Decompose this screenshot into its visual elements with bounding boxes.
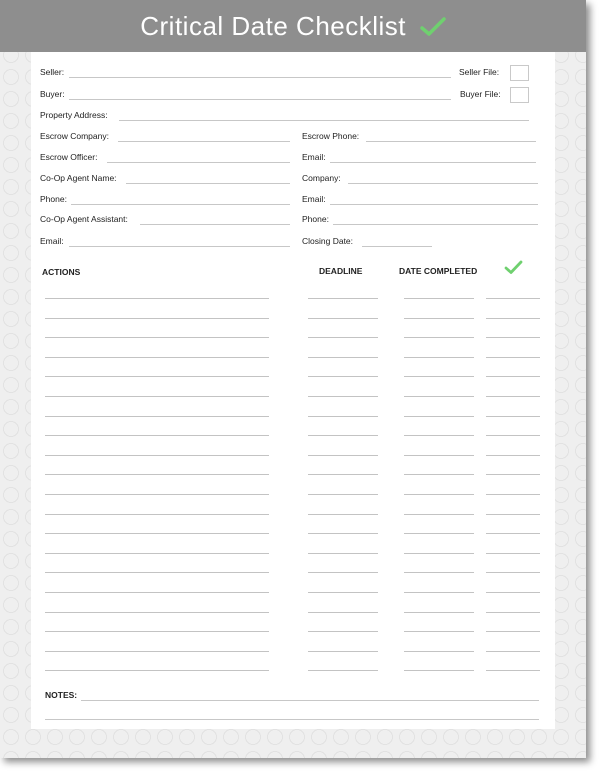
completed-line[interactable] bbox=[404, 396, 474, 397]
deadline-line[interactable] bbox=[308, 298, 378, 299]
deadline-line[interactable] bbox=[308, 572, 378, 573]
coop-assistant-field[interactable] bbox=[140, 224, 290, 225]
escrow-email-label: Email: bbox=[302, 152, 326, 162]
company-field[interactable] bbox=[348, 183, 538, 184]
action-line[interactable] bbox=[45, 631, 269, 632]
check-mark-icon bbox=[504, 260, 523, 280]
action-line[interactable] bbox=[45, 612, 269, 613]
deadline-line[interactable] bbox=[308, 396, 378, 397]
completed-line[interactable] bbox=[404, 651, 474, 652]
action-line[interactable] bbox=[45, 357, 269, 358]
deadline-line[interactable] bbox=[308, 553, 378, 554]
completed-line[interactable] bbox=[404, 631, 474, 632]
done-line[interactable] bbox=[486, 298, 540, 299]
seller-file-box[interactable] bbox=[510, 65, 529, 81]
seller-label: Seller: bbox=[40, 67, 65, 77]
done-line[interactable] bbox=[486, 533, 540, 534]
completed-line[interactable] bbox=[404, 376, 474, 377]
company-label: Company: bbox=[302, 173, 341, 183]
completed-line[interactable] bbox=[404, 612, 474, 613]
coop-assistant-label: Co-Op Agent Assistant: bbox=[40, 214, 128, 224]
action-line[interactable] bbox=[45, 416, 269, 417]
completed-line[interactable] bbox=[404, 514, 474, 515]
seller-file-label: Seller File: bbox=[459, 67, 500, 77]
escrow-officer-field[interactable] bbox=[107, 162, 290, 163]
action-line[interactable] bbox=[45, 396, 269, 397]
assistant-email-field[interactable] bbox=[69, 246, 290, 247]
deadline-line[interactable] bbox=[308, 376, 378, 377]
deadline-line[interactable] bbox=[308, 416, 378, 417]
coop-email-field[interactable] bbox=[330, 204, 538, 205]
action-line[interactable] bbox=[45, 553, 269, 554]
done-line[interactable] bbox=[486, 435, 540, 436]
escrow-company-field[interactable] bbox=[118, 141, 290, 142]
check-mark-icon bbox=[420, 13, 446, 44]
coop-phone-label: Phone: bbox=[40, 194, 67, 204]
completed-line[interactable] bbox=[404, 474, 474, 475]
action-line[interactable] bbox=[45, 651, 269, 652]
deadline-line[interactable] bbox=[308, 318, 378, 319]
action-line[interactable] bbox=[45, 455, 269, 456]
action-line[interactable] bbox=[45, 514, 269, 515]
action-line[interactable] bbox=[45, 572, 269, 573]
completed-line[interactable] bbox=[404, 533, 474, 534]
deadline-header: DEADLINE bbox=[319, 266, 363, 276]
property-address-field[interactable] bbox=[119, 120, 529, 121]
form-panel bbox=[31, 52, 555, 729]
done-line[interactable] bbox=[486, 494, 540, 495]
done-line[interactable] bbox=[486, 592, 540, 593]
completed-line[interactable] bbox=[404, 357, 474, 358]
done-line[interactable] bbox=[486, 318, 540, 319]
escrow-company-label: Escrow Company: bbox=[40, 131, 109, 141]
buyer-file-box[interactable] bbox=[510, 87, 529, 103]
done-line[interactable] bbox=[486, 612, 540, 613]
coop-phone-field[interactable] bbox=[71, 204, 290, 205]
action-line[interactable] bbox=[45, 298, 269, 299]
done-line[interactable] bbox=[486, 631, 540, 632]
notes-field-line-2[interactable] bbox=[45, 719, 539, 720]
done-line[interactable] bbox=[486, 514, 540, 515]
assistant-phone-label: Phone: bbox=[302, 214, 329, 224]
completed-line[interactable] bbox=[404, 455, 474, 456]
buyer-field[interactable] bbox=[69, 99, 451, 100]
deadline-line[interactable] bbox=[308, 612, 378, 613]
page-title: Critical Date Checklist bbox=[140, 11, 407, 41]
completed-line[interactable] bbox=[404, 670, 474, 671]
done-line[interactable] bbox=[486, 651, 540, 652]
escrow-officer-label: Escrow Officer: bbox=[40, 152, 98, 162]
done-line[interactable] bbox=[486, 455, 540, 456]
coop-agent-name-label: Co-Op Agent Name: bbox=[40, 173, 117, 183]
coop-agent-name-field[interactable] bbox=[126, 183, 290, 184]
property-address-label: Property Address: bbox=[40, 110, 108, 120]
action-line[interactable] bbox=[45, 435, 269, 436]
escrow-phone-field[interactable] bbox=[366, 141, 536, 142]
escrow-phone-label: Escrow Phone: bbox=[302, 131, 360, 141]
deadline-line[interactable] bbox=[308, 474, 378, 475]
notes-label: NOTES: bbox=[45, 690, 78, 700]
completed-line[interactable] bbox=[404, 435, 474, 436]
deadline-line[interactable] bbox=[308, 651, 378, 652]
action-line[interactable] bbox=[45, 494, 269, 495]
seller-field[interactable] bbox=[69, 77, 451, 78]
completed-line[interactable] bbox=[404, 494, 474, 495]
done-line[interactable] bbox=[486, 396, 540, 397]
page-title-wrap bbox=[0, 11, 586, 44]
actions-header: ACTIONS bbox=[42, 267, 81, 277]
closing-date-label: Closing Date: bbox=[302, 236, 354, 246]
action-line[interactable] bbox=[45, 376, 269, 377]
title-banner bbox=[0, 0, 586, 52]
action-line[interactable] bbox=[45, 533, 269, 534]
completed-line[interactable] bbox=[404, 298, 474, 299]
action-line[interactable] bbox=[45, 337, 269, 338]
deadline-line[interactable] bbox=[308, 670, 378, 671]
deadline-line[interactable] bbox=[308, 533, 378, 534]
action-line[interactable] bbox=[45, 592, 269, 593]
deadline-line[interactable] bbox=[308, 494, 378, 495]
completed-line[interactable] bbox=[404, 572, 474, 573]
deadline-line[interactable] bbox=[308, 631, 378, 632]
buyer-file-label: Buyer File: bbox=[460, 89, 501, 99]
deadline-line[interactable] bbox=[308, 514, 378, 515]
completed-line[interactable] bbox=[404, 592, 474, 593]
assistant-email-label: Email: bbox=[40, 236, 64, 246]
coop-email-label: Email: bbox=[302, 194, 326, 204]
deadline-line[interactable] bbox=[308, 592, 378, 593]
done-line[interactable] bbox=[486, 357, 540, 358]
done-line[interactable] bbox=[486, 376, 540, 377]
completed-line[interactable] bbox=[404, 337, 474, 338]
done-line[interactable] bbox=[486, 337, 540, 338]
closing-date-field[interactable] bbox=[362, 246, 432, 247]
deadline-line[interactable] bbox=[308, 435, 378, 436]
done-line[interactable] bbox=[486, 474, 540, 475]
action-line[interactable] bbox=[45, 670, 269, 671]
deadline-line[interactable] bbox=[308, 337, 378, 338]
completed-line[interactable] bbox=[404, 553, 474, 554]
deadline-line[interactable] bbox=[308, 455, 378, 456]
completed-line[interactable] bbox=[404, 416, 474, 417]
deadline-line[interactable] bbox=[308, 357, 378, 358]
completed-line[interactable] bbox=[404, 318, 474, 319]
action-line[interactable] bbox=[45, 474, 269, 475]
done-line[interactable] bbox=[486, 670, 540, 671]
done-line[interactable] bbox=[486, 553, 540, 554]
action-line[interactable] bbox=[45, 318, 269, 319]
date-completed-header: DATE COMPLETED bbox=[399, 266, 478, 276]
buyer-label: Buyer: bbox=[40, 89, 65, 99]
assistant-phone-field[interactable] bbox=[333, 224, 538, 225]
done-line[interactable] bbox=[486, 572, 540, 573]
notes-field-line-1[interactable] bbox=[81, 700, 539, 701]
escrow-email-field[interactable] bbox=[330, 162, 536, 163]
done-line[interactable] bbox=[486, 416, 540, 417]
